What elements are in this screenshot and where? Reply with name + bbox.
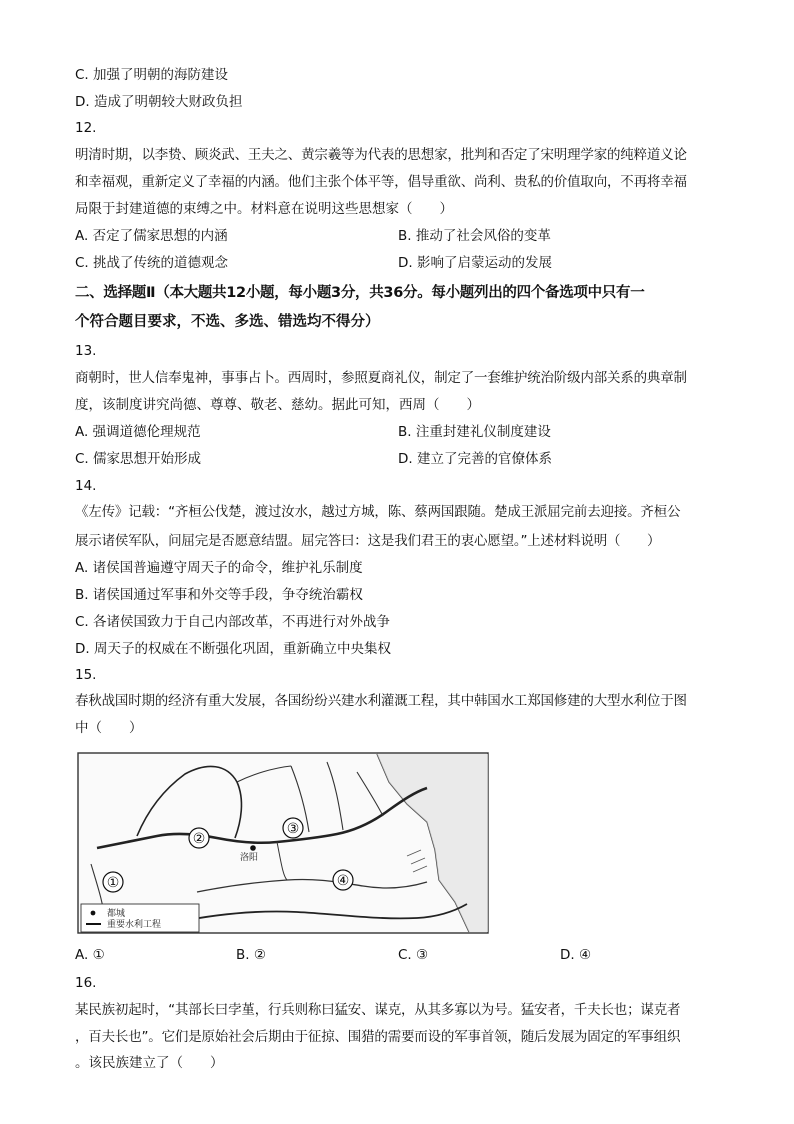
q13-number: 13. xyxy=(75,343,97,359)
q12-option-b[interactable]: B. 推动了社会风俗的变革 xyxy=(398,228,551,244)
map-marker-4 xyxy=(333,870,353,890)
q13-option-a[interactable]: A. 强调道德伦理规范 xyxy=(75,424,201,440)
q13-stem-line-1: 商朝时，世人信奉鬼神，事事占卜。西周时，参照夏商礼仪，制定了一套维护统治阶级内部关系的典章制 xyxy=(75,370,687,386)
map-marker-1 xyxy=(103,872,123,892)
q13-stem-line-2: 度，该制度讲究尚德、尊尊、敬老、慈幼。据此可知，西周（ ） xyxy=(75,397,480,413)
section-2-title-line-1: 二、选择题Ⅱ（本大题共12小题，每小题3分，共36分。每小题列出的四个备选项中只有一 xyxy=(75,285,645,301)
q15-option-a[interactable]: A. ① xyxy=(75,947,105,963)
q16-stem-line-2: ，百夫长也”。它们是原始社会后期由于征掠、围猎的需要而设的军事首领，随后发展为固定的军事组织 xyxy=(75,1029,681,1045)
q12-number: 12. xyxy=(75,120,97,136)
q16-stem-line-1: 某民族初起时，“其部长曰孛堇，行兵则称曰猛安、谋克，从其多寡以为号。猛安者，千夫长也；谋克者 xyxy=(75,1002,681,1018)
q12-option-a[interactable]: A. 否定了儒家思想的内涵 xyxy=(75,228,228,244)
map-legend xyxy=(81,904,199,932)
q16-number: 16. xyxy=(75,975,97,991)
q14-number: 14. xyxy=(75,478,97,494)
q12-option-c[interactable]: C. 挑战了传统的道德观念 xyxy=(75,255,229,271)
waterworks-map xyxy=(77,752,489,934)
q14-option-b[interactable]: B. 诸侯国通过军事和外交等手段，争夺统治霸权 xyxy=(75,587,363,603)
q15-stem-line-1: 春秋战国时期的经济有重大发展，各国纷纷兴建水利灌溉工程，其中韩国水工郑国修建的大型水利位于图 xyxy=(75,693,687,709)
q13-option-b[interactable]: B. 注重封建礼仪制度建设 xyxy=(398,424,551,440)
q14-stem-line-1: 《左传》记载：“齐桓公伐楚，渡过汝水，越过方城，陈、蔡两国跟随。楚成王派屈完前去迎接。齐桓公 xyxy=(75,504,681,520)
q15-map-figure xyxy=(77,752,489,934)
legend-project-label: 重要水利工程 xyxy=(107,920,162,930)
q14-option-a[interactable]: A. 诸侯国普遍遵守周天子的命令，维护礼乐制度 xyxy=(75,560,363,576)
q16-stem-line-3: 。该民族建立了（ ） xyxy=(75,1055,224,1071)
q15-stem-line-2: 中（ ） xyxy=(75,720,143,736)
svg-text:②: ② xyxy=(192,831,206,847)
q12-stem-line-1: 明清时期，以李贽、顾炎武、王夫之、黄宗羲等为代表的思想家，批判和否定了宋明理学家的纯粹道义论 xyxy=(75,147,687,163)
q14-stem-line-2: 展示诸侯军队，问屈完是否愿意结盟。屈完答曰：这是我们君王的衷心愿望。”上述材料说明（ ） xyxy=(75,533,661,549)
q13-option-d[interactable]: D. 建立了完善的官僚体系 xyxy=(398,451,552,467)
q12-option-d[interactable]: D. 影响了启蒙运动的发展 xyxy=(398,255,552,271)
q15-option-b[interactable]: B. ② xyxy=(236,947,266,963)
q14-option-c[interactable]: C. 各诸侯国致力于自己内部改革，不再进行对外战争 xyxy=(75,614,391,630)
q15-option-d[interactable]: D. ④ xyxy=(560,947,592,963)
map-label-luoyang: 洛阳 xyxy=(240,853,259,863)
map-marker-3 xyxy=(283,818,303,838)
q15-option-c[interactable]: C. ③ xyxy=(398,947,429,963)
svg-text:③: ③ xyxy=(286,821,300,837)
q13-option-c[interactable]: C. 儒家思想开始形成 xyxy=(75,451,202,467)
svg-text:④: ④ xyxy=(336,873,350,889)
svg-text:①: ① xyxy=(106,875,120,891)
legend-city-label: 都城 xyxy=(107,909,126,919)
q14-option-d[interactable]: D. 周天子的权威在不断强化巩固，重新确立中央集权 xyxy=(75,641,391,657)
map-marker-2 xyxy=(189,828,209,848)
q12-stem-line-2: 和幸福观，重新定义了幸福的内涵。他们主张个体平等，倡导重欲、尚利、贵私的价值取向，不再将幸福 xyxy=(75,174,687,190)
q11-option-d[interactable]: D. 造成了明朝较大财政负担 xyxy=(75,94,243,110)
q15-number: 15. xyxy=(75,667,97,683)
section-2-title-line-2: 个符合题目要求，不选、多选、错选均不得分） xyxy=(75,314,380,330)
q12-stem-line-3: 局限于封建道德的束缚之中。材料意在说明这些思想家（ ） xyxy=(75,201,453,217)
q11-option-c[interactable]: C. 加强了明朝的海防建设 xyxy=(75,67,229,83)
